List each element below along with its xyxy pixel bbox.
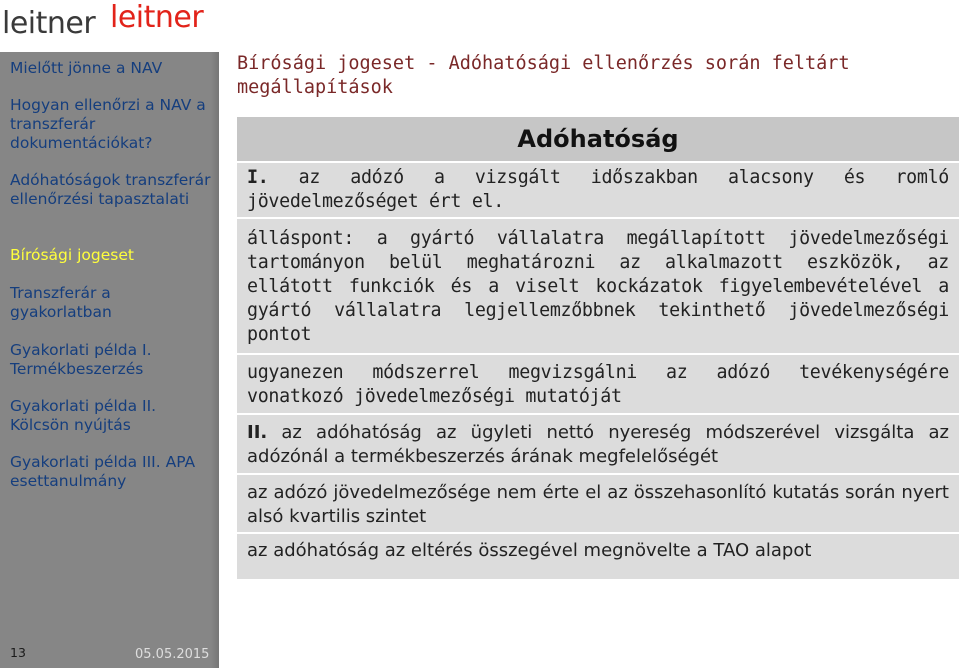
- panel-header-title: Adóhatóság: [517, 125, 679, 153]
- finding-row-3-text: ugyanezen módszerrel megvizsgálni az adózó tevékenységére vonatkozó jövedelmezőségi mutatóját: [247, 362, 949, 407]
- finding-row-5-text: az adózó jövedelmezősége nem érte el az összehasonlító kutatás során nyert alsó kvartilis szintet: [247, 482, 949, 527]
- slide-date: 05.05.2015: [135, 647, 210, 662]
- logo-text-red: leitner: [110, 0, 204, 35]
- sidebar-item-adohatosagok-tapasztalati[interactable]: Adóhatóságok transzferár ellenőrzési tapasztalati: [10, 171, 211, 208]
- sidebar-item-birosagi-jogeset[interactable]: Bírósági jogeset: [10, 246, 134, 264]
- findings-panel: [237, 117, 959, 579]
- finding-row-2-text: álláspont: a gyártó vállalatra megállapított jövedelmezőségi tartományon belül meghatározni az alkalmazott eszközök, az ellátott funkciók és a viselt kockázatok figyelembevételével a gyártó vállalatra legjellemzőbbnek tekinthető jövedelmezőségi pontot: [247, 228, 949, 345]
- finding-row-4-body: az adóhatóság az ügyleti nettó nyereség módszerével vizsgálta az adózónál a termékbeszerzés árának megfelelőségét: [247, 422, 949, 467]
- panel-header: [237, 117, 959, 161]
- row-divider: [237, 353, 959, 355]
- sidebar-item-hogyan-ellenorzi[interactable]: Hogyan ellenőrzi a NAV a transzferár dokumentációkat?: [10, 96, 206, 152]
- finding-row-4-text: [247, 421, 949, 469]
- row-divider: [237, 473, 959, 475]
- sidebar-item-transzferar-a-gyakorlatban[interactable]: Transzferár a gyakorlatban: [10, 284, 112, 321]
- finding-row-1-text: [247, 166, 949, 214]
- sidebar-item-gyakorlati-pelda-1[interactable]: Gyakorlati példa I. Termékbeszerzés: [10, 341, 152, 378]
- logo-text-dark: leitner: [2, 6, 96, 41]
- finding-row-6-text: az adóhatóság az eltérés összegével megnövelte a TAO alapot: [247, 540, 812, 561]
- finding-row-4-number: II.: [247, 422, 268, 443]
- sidebar-item-gyakorlati-pelda-3[interactable]: Gyakorlati példa III. APA esettanulmány: [10, 453, 196, 490]
- finding-row-1-number: I.: [247, 167, 269, 188]
- row-divider: [237, 413, 959, 415]
- sidebar-item-mielott-jonne-a-nav[interactable]: Mielőtt jönne a NAV: [10, 59, 163, 77]
- page-title: Bírósági jogeset - Adóhatósági ellenőrzés során feltárt megállapítások: [237, 53, 850, 98]
- row-divider: [237, 161, 959, 163]
- finding-row-1-body: az adózó a vizsgált időszakban alacsony és romló jövedelmezőséget ért el.: [247, 167, 949, 212]
- sidebar-item-gyakorlati-pelda-2[interactable]: Gyakorlati példa II. Kölcsön nyújtás: [10, 397, 157, 434]
- slide-number: 13: [10, 645, 26, 660]
- row-divider: [237, 217, 959, 219]
- company-logo: [0, 0, 230, 48]
- row-divider: [237, 532, 959, 534]
